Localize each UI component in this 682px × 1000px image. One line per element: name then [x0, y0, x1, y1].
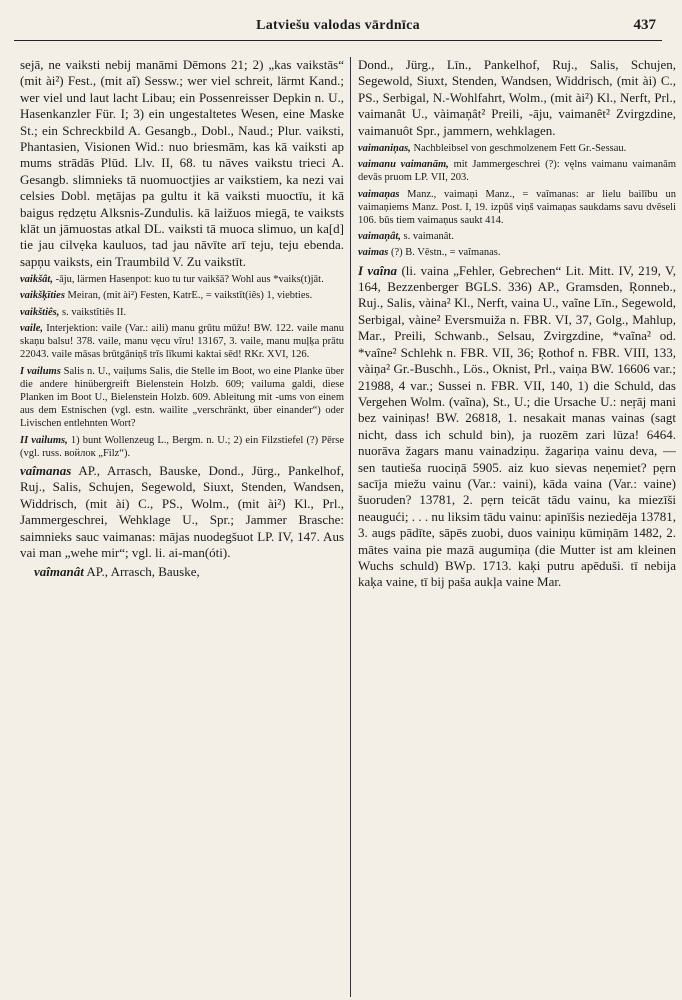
dictionary-entry — [20, 322, 344, 362]
entry-headword: vaimaniņas, — [358, 143, 411, 155]
entry-body: s. vaimanât. — [400, 231, 454, 243]
entry-headword: vaikštiês, — [20, 306, 60, 318]
running-title: Latviešu valodas vārdnīca — [256, 18, 420, 33]
entry-headword: vaile, — [20, 322, 44, 334]
dictionary-entry — [20, 273, 344, 286]
entry-body: Manz., vaimaņi Manz., = vaîmanas: ar lielu bailību un vaimaņiems Manz. Post. I, 19. izpūš viņš vaimaņas saukdams savu dvēseli 106. būs tiem vaimaņus saukt 414. — [358, 188, 676, 227]
dictionary-entry — [358, 246, 676, 259]
entry-headword: vaikšķīties — [20, 290, 65, 302]
entry-headword: vaimaņât, — [358, 231, 401, 243]
entry-body: Interjektion: vaile (Var.: aili) manu grūtu mūžu! BW. 122. vaile manu skaņu balsu! 378. vaile, manu vẹcu vīru! 13167, 3. vaile, manu muļķa prātu 22043. vaile māsas brūtgāniņš trīs līkumi kaktai sēd! RKr. XVI, 126. — [20, 322, 344, 361]
right-column — [358, 57, 676, 997]
dictionary-entry — [358, 230, 676, 243]
dictionary-entry — [20, 564, 344, 580]
entry-headword: I vailums — [20, 365, 61, 377]
entry-body: sejā, ne vaiksti nebij manāmi Dēmons 21; 2) „kas vaikstās“ (mit ài²) Fest., (mit aĩ) Sessw.; wer viel schreit, lärmt Kand.; wer viel und laut lacht Libau; ein Possenreisser Depkin n. U., Hasenkanzler Für. I; 3) ein ungestaltetes Wesen, eine Maske St.; ein Schreckbild A. Gesangb., Dobl., Naud.; Plur. vaiksti, Phantasien, Visionen Wid.: nuo briesmām, kas kā vaiksti ap mums strādās Plūd. Llv. II, 68. tu nāves vaikstu trieci A. Gesangb. slimnieks tā nuomuoctjies ar vaikstiem, ka nezi vai celsies Dobl. mẹtājas pa gultu it kā vaiksti muoctīu, it kā baigus rẹdzẹtu Alksnis-Zundulis. kā laižuos miegā, te vaiksts klāt un jāmuostas atkal DL. vaiksti tā muoca slimuo, un ka[d] tie jau cilvẹka kauluos, tad jau nāvīte arī teju, teju ebenda. sapņu vaiksts, ein Traumbild V. Zu vaikstīt. — [20, 57, 344, 269]
entry-body: -āju, lärmen Hasenpot: kuo tu tur vaikšā? Wohl aus *vaiks(t)jāt. — [52, 274, 324, 286]
entry-body: 1) bunt Wollenzeug L., Bergm. n. U.; 2) ein Filzstiefel (?) Pērse (vgl. russ. войлок „Filz“). — [20, 434, 344, 459]
entry-body: mit Jammergeschrei (?): vęlns vaimanu vaimanām devās pruom LP. VII, 203. — [358, 159, 676, 184]
dictionary-entry — [20, 365, 344, 431]
left-column — [20, 57, 344, 997]
entry-headword: I vaîna — [358, 262, 398, 278]
dictionary-entry — [358, 57, 676, 139]
dictionary-entry — [20, 289, 344, 302]
entry-headword: vaîmanât — [34, 564, 84, 580]
entry-body: Meiran, (mit ài²) Festen, KatrE., = vaikstīt(iês) 1, viebties. — [64, 290, 313, 302]
entry-body: Nachbleibsel von geschmolzenem Fett Gr.-Sessau. — [410, 143, 627, 155]
entry-headword: vaimas — [358, 247, 389, 259]
entry-body: AP., Arrasch, Bauske, — [83, 564, 200, 580]
two-column-body — [14, 57, 676, 997]
dictionary-entry — [20, 306, 344, 319]
entry-headword: vaikšât, — [20, 274, 53, 286]
entry-body: Dond., Jürg., Līn., Pankelhof, Ruj., Salis, Schujen, Segewold, Siuxt, Stenden, Wandsen, Widdrisch, (mit ài) C., PS., Serbigal, N.-Wohlfahrt, Wolm., (mit ài²) Kl., Nerft, Prl., vaimanât U., vàimaņât² Preili, -āju, vaimanêt² Zvirgzdine, vaimanuôt Spr., jammern, wehklagen. — [358, 57, 676, 138]
entry-body: (?) B. Vēstn., = vaîmanas. — [388, 247, 501, 259]
entry-body: (li. vaina „Fehler, Gebrechen“ Lit. Mitt. IV, 219, V, 164, Bezzenberger BGLS. 336) AP., Gramsden, Ŗonneb., Ruj., Salis, vàina² Kl., Nerft, vaina U., vaĩne Līn., Segewold, Serbigal, vàine² Eversmuiža n. FBR. VI, 37, Golg., Mahlup, Mar., Preili, Schwanb., Selsau, Zvirgzdine, *vaĩna² od. *vaîne² Schlehk n. FBR. VII, 36; Ŗothof n. FBR. VIII, 133, vàiņa² Gr.-Buschh., Lös., Oknist, Prl., vaiņa BW. 16606 var.; 21988, 4 var.; Sussei n. FBR. VII, 140, 1) die Schuld, das Vergehen Wolm. (vaĩna), St., U.; die Ursache U.: neŗāj mani bez vainiņas! BW. 26818, 1. nesakait manas vainas (sagt nicht, dass ich schuld bin), ja ruozēm zari lūza! 6464. nuorāva žagars manu vainadziņu. žagariņa vainu deva, — sen tautieša ruociņā 5905. aiz kuo sievas neņemiet? pẹrn sacīja miežu vainu (Var.: vaini), kāda vaina (Var.: vaine) šuoruden? 13781, 2. pẹrn teicāt tādu vainu, ka miezīši neaugući; . . . nu liksim tādu vainu: apinīšis neziedēja 13781, 3. augs pādīte, sāpēs zuobi, duos vainiņu kūmiņām 1482, 2. mātes vaina pie mazā augumiņa (die Mutter ist am kleinen Wuchs schuld) BWp. 1713. kaķi putru apēduši. tī nebija kaķa vaine, tī bij paša aukļa vaine Mar. — [358, 262, 676, 590]
page-header — [14, 14, 662, 41]
entry-body: s. vaikstîtiês II. — [59, 306, 127, 318]
page-number: 437 — [633, 17, 656, 33]
dictionary-entry — [358, 142, 676, 155]
dictionary-entry — [358, 263, 676, 591]
dictionary-entry — [358, 158, 676, 184]
entry-headword: vaimanu vaimanām, — [358, 159, 449, 171]
column-divider — [350, 57, 351, 997]
entry-body: AP., Arrasch, Bauske, Dond., Jürg., Pankelhof, Ruj., Salis, Schujen, Segewold, Siuxt, Stenden, Wandsen, Widdrisch, (mit ài) C., PS., Wolm., (mit ài²) Kl., Prl., Jammergeschrei, Wehklage U., Spr.; Jammer Brasche: saimnieks sauc vaimanas: mājas nuodegšuot LP. IV, 147. Aus vai man „wehe mir“; vgl. li. ai-man(óti). — [20, 462, 344, 560]
entry-headword: II vailums, — [20, 434, 68, 446]
dictionary-entry — [20, 434, 344, 460]
dictionary-entry — [20, 57, 344, 270]
entry-body: Salis n. U., vaiļums Salis, die Stelle im Boot, wo eine Planke über die andere hinübergreift Bielenstein Holzb. 609; vailuma galdi, diese Planken im Boot U., Bielenstein Holzb. 609. Ableitung mit -ums von einem aus dem Estnischen (vgl. estn. wailite „verschränkt, über einander“) oder Livischen entlehnten Wort? — [20, 365, 344, 430]
dictionary-entry — [20, 463, 344, 561]
dictionary-entry — [358, 188, 676, 228]
entry-headword: vaîmanas — [20, 462, 72, 478]
entry-headword: vaimaņas — [358, 188, 400, 200]
